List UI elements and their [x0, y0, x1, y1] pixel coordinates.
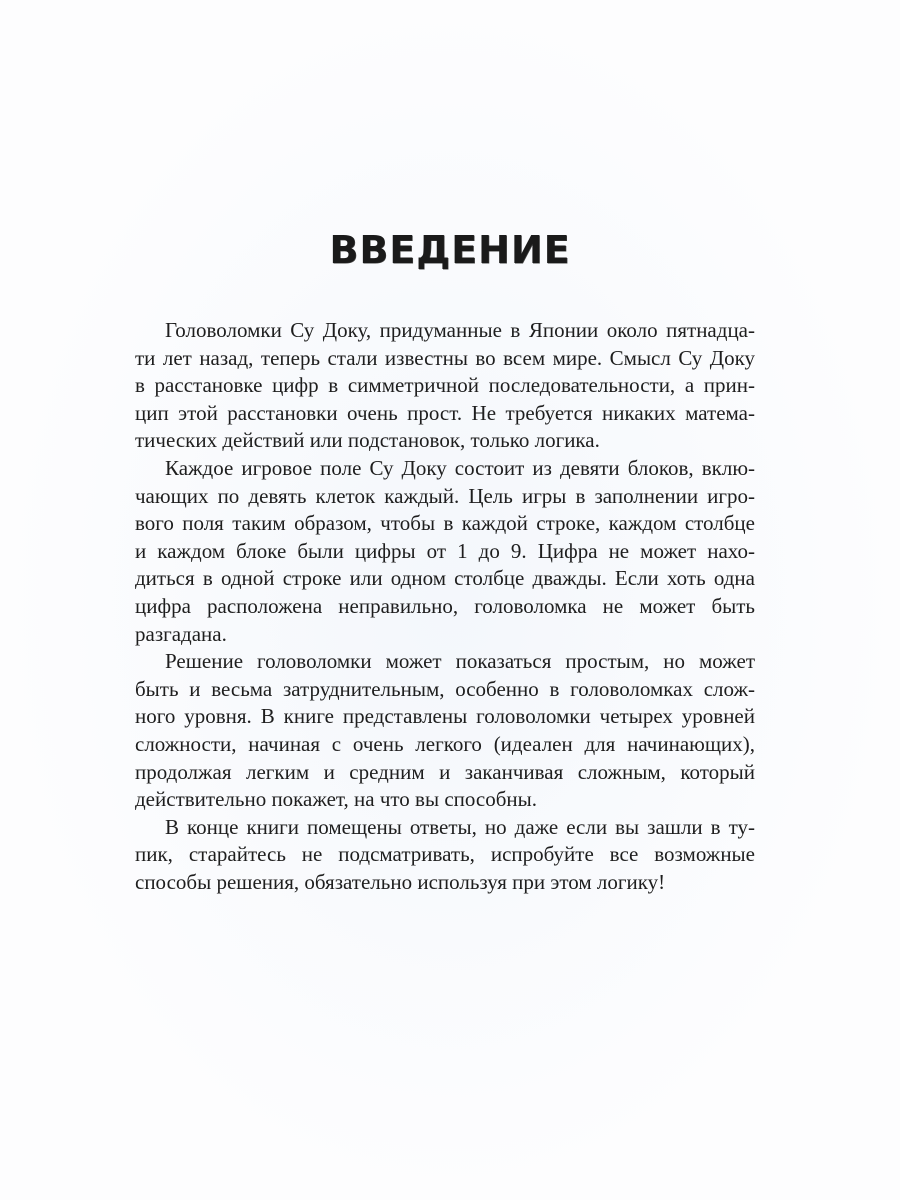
text-line: разгадана.: [135, 621, 227, 646]
text-line: Решение головоломки может показаться простым, но может: [165, 649, 755, 674]
text-line: Головоломки Су Доку, придуманные в Японии около пятнадца-: [165, 318, 755, 342]
text-line: тических действий или подстановок, только логика.: [135, 428, 600, 453]
text-line: сложности, начиная с очень легкого (идеален для начинающих),: [135, 731, 755, 756]
text-line: продолжая легким и средним и заканчивая сложным, который: [135, 759, 755, 784]
text-line: в расстановке цифр в симметричной последовательности, а прин-: [135, 373, 755, 398]
text-line: действительно покажет, на что вы способны.: [135, 787, 538, 812]
text-line: В конце книги помещены ответы, но даже если вы зашли в ту-: [165, 814, 755, 839]
text-line: быть и весьма затруднительным, особенно в головоломках слож-: [135, 676, 755, 701]
text-line: ного уровня. В книге представлены головоломки четырех уровней: [135, 704, 755, 729]
text-line: диться в одной строке или одном столбце дважды. Если хоть одна: [135, 566, 755, 591]
text-line: способы решения, обязательно используя при этом логику!: [135, 869, 666, 894]
text-line: Каждое игровое поле Су Доку состоит из девяти блоков, вклю-: [165, 455, 755, 480]
text-line: вого поля таким образом, чтобы в каждой строке, каждом столбце: [135, 511, 755, 536]
text-line: ти лет назад, теперь стали известны во всем мире. Смысл Су Доку: [135, 345, 755, 370]
chapter-heading: ВВЕДЕНИЕ: [329, 228, 571, 272]
body-text: [135, 317, 755, 896]
text-line: пик, старайтесь не подсматривать, испробуйте все возможные: [135, 842, 755, 867]
text-line: цип этой расстановки очень прост. Не требуется никаких матема-: [135, 400, 755, 425]
text-line: и каждом блоке были цифры от 1 до 9. Цифра не может нахо-: [135, 538, 755, 563]
text-line: чающих по девять клеток каждый. Цель игры в заполнении игро-: [135, 483, 755, 508]
text-line: цифра расположена неправильно, головоломка не может быть: [135, 593, 755, 618]
